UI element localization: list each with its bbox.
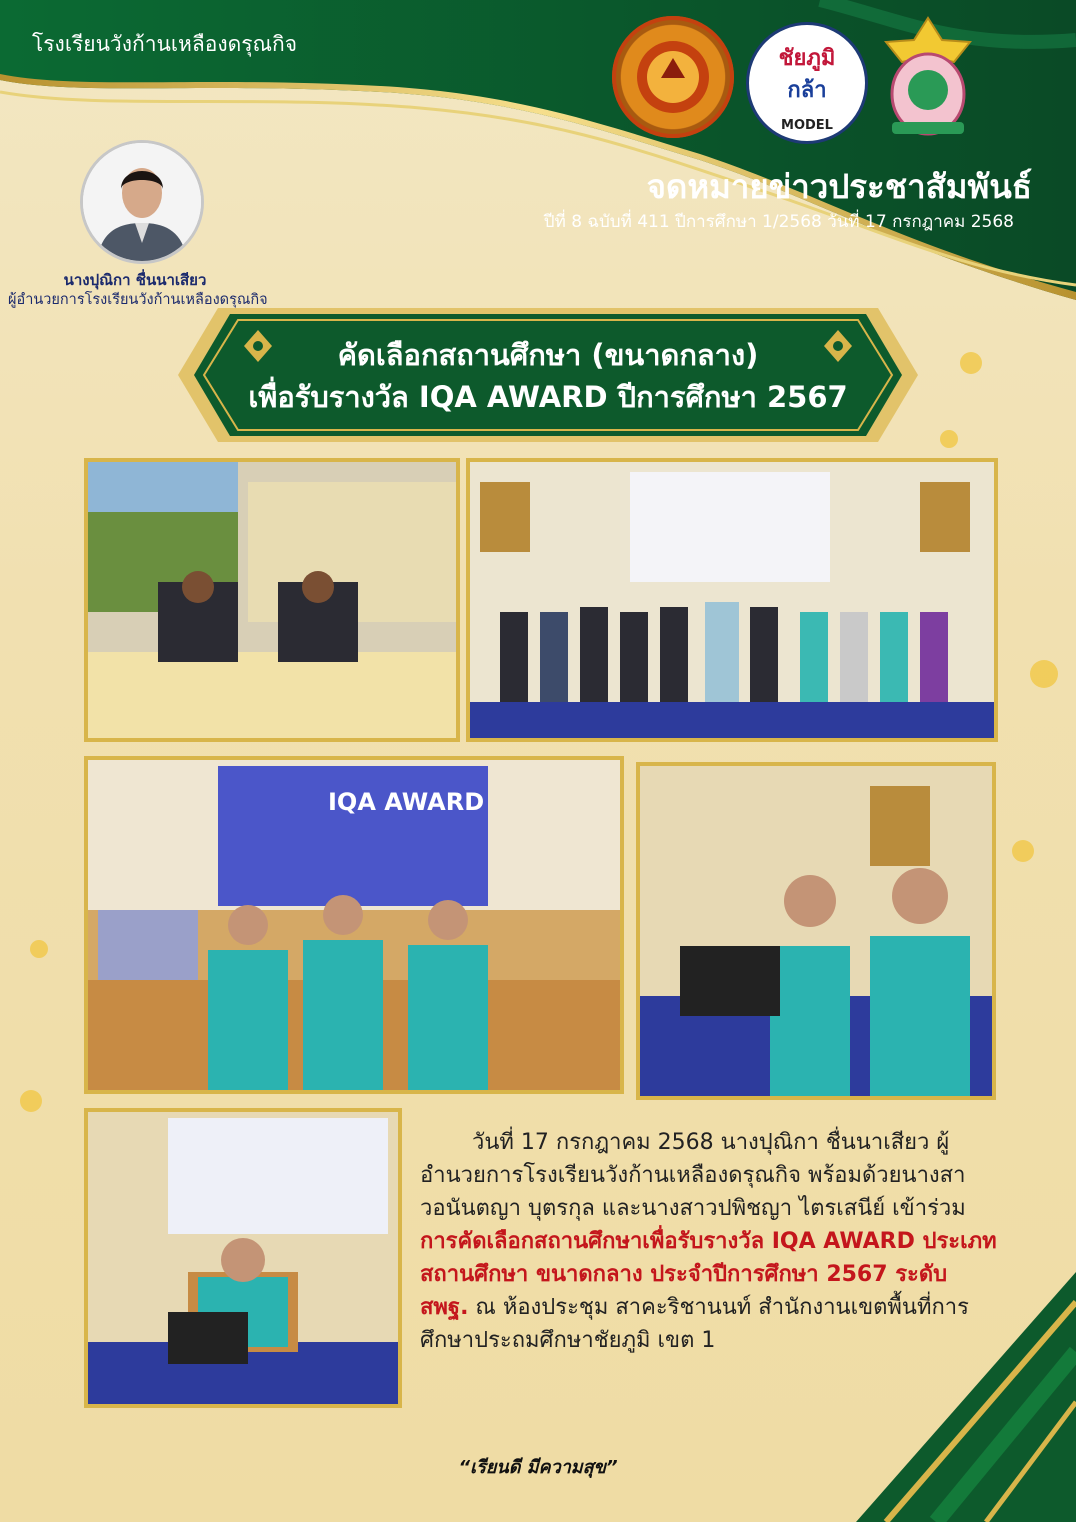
- director-title: ผู้อำนวยการโรงเรียนวังก้านเหลืองดรุณกิจ: [8, 292, 268, 308]
- decor-dot: [1030, 660, 1058, 688]
- corner-decoration: [856, 1272, 1076, 1522]
- director-name: นางปุณิกา ชื่นนาเสียว: [63, 271, 207, 289]
- director-photo: [80, 140, 204, 264]
- photo-meeting-committee: [84, 458, 460, 742]
- school-name: โรงเรียนวังก้านเหลืองดรุณกิจ: [32, 32, 298, 56]
- photo-group: [466, 458, 998, 742]
- banner-line-1: คัดเลือกสถานศึกษา (ขนาดกลาง): [337, 338, 759, 372]
- photo-presenters: [84, 756, 624, 1094]
- education-office-logo: [612, 16, 734, 138]
- decor-dot: [30, 940, 48, 958]
- article-text-2: ณ ห้องประชุม สาคะริชานนท์ สำนักงานเขตพื้นที่การศึกษาประถมศึกษาชัยภูมิ เขต 1: [420, 1295, 969, 1353]
- decor-dot: [20, 1090, 42, 1112]
- newsletter-title: จดหมายข่าวประชาสัมพันธ์: [646, 167, 1032, 206]
- motto: “เรียนดี มีความสุข”: [458, 1457, 618, 1478]
- issue-line: ปีที่ 8 ฉบับที่ 411 ปีการศึกษา 1/2568 วันที่ 17 กรกฎาคม 2568: [543, 212, 1014, 232]
- article-text-1: วันที่ 17 กรกฎาคม 2568 นางปุณิกา ชื่นนาเสียว ผู้อำนวยการโรงเรียนวังก้านเหลืองดรุณกิจ พร้อมด้วยนางสาวอนันตญา บุตรกุล และนางสาวปพิชญา ไตรเสนีย์ เข้าร่วม: [420, 1130, 966, 1221]
- decor-dot: [940, 430, 958, 448]
- model-text: MODEL: [781, 118, 833, 133]
- school-crest-logo: [878, 16, 978, 138]
- article-highlight: การคัดเลือกสถานศึกษาเพื่อรับรางวัล IQA AWARD ประเภทสถานศึกษา ขนาดกลาง ประจำปีการศึกษา 2567 ระดับ สพฐ.: [420, 1229, 997, 1320]
- decor-dot: [960, 352, 982, 374]
- photo-presenting-desk: [636, 762, 996, 1100]
- photo-presentation: [84, 1108, 402, 1408]
- chaiyaphum-kla-model-logo: [746, 22, 868, 144]
- headline-banner: [178, 308, 918, 442]
- banner-line-2: เพื่อรับรางวัล IQA AWARD ปีการศึกษา 2567: [248, 380, 848, 414]
- screen-text-award: IQA AWARD: [328, 788, 485, 816]
- decor-dot: [1012, 840, 1034, 862]
- kla-model-text: ชัยภูมิ กล้า: [778, 46, 836, 103]
